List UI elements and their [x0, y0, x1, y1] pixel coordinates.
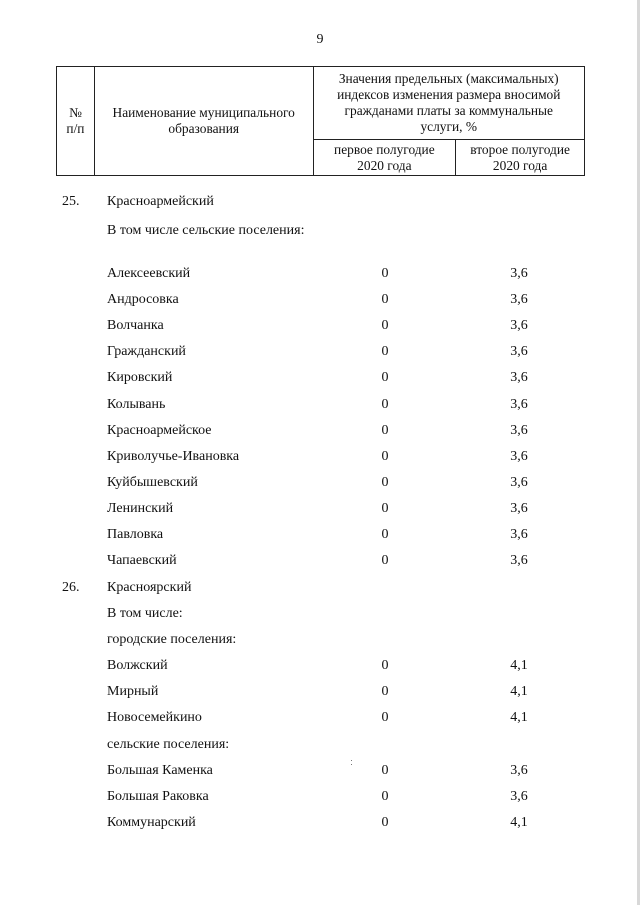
first-half-value: 0 — [381, 292, 389, 308]
first-half-value: 0 — [381, 344, 389, 360]
table-row — [0, 551, 640, 571]
section-number: 26. — [62, 580, 80, 595]
first-half-value: 0 — [381, 266, 389, 281]
table-row — [0, 499, 640, 519]
first-half-value: 0 — [381, 474, 389, 490]
header-number-line1: № — [69, 105, 82, 120]
municipality-name: Новосемейкино — [107, 710, 202, 726]
first-half-value: 0 — [381, 396, 389, 412]
section-name: Красноярский — [107, 580, 192, 595]
first-half-value: 0 — [381, 318, 389, 334]
first-half-value: 0 — [381, 658, 389, 673]
municipality-name: Гражданский — [107, 344, 186, 360]
municipality-name: Ленинский — [107, 500, 174, 516]
section-subtitle: В том числе: — [107, 606, 183, 621]
second-half-value: 3,6 — [510, 370, 528, 386]
scan-speck — [351, 760, 352, 761]
table-row — [0, 525, 640, 545]
municipality-name: Большая Каменка — [107, 763, 213, 778]
table-row — [0, 290, 640, 310]
first-half-value: 0 — [381, 553, 389, 569]
table-row — [0, 473, 640, 493]
table-row — [0, 368, 640, 388]
first-half-value: 0 — [381, 422, 389, 438]
municipality-name: Алексеевский — [107, 266, 191, 281]
header-number-line2: п/п — [66, 121, 85, 136]
second-half-value: 3,6 — [510, 396, 528, 412]
second-half-value: 4,1 — [510, 684, 528, 700]
header-values-line2: индексов изменения размера вносимой — [337, 87, 561, 102]
table-row — [0, 421, 640, 441]
first-half-value: 0 — [381, 763, 389, 778]
header-number-cell — [57, 67, 95, 176]
municipality-name: Колывань — [107, 396, 166, 412]
second-half-value: 3,6 — [510, 500, 528, 516]
second-half-value: 3,6 — [510, 553, 528, 569]
table-row — [0, 395, 640, 415]
group-label-row — [0, 630, 640, 650]
municipality-name: Коммунарский — [107, 815, 196, 831]
second-half-value: 4,1 — [510, 710, 528, 726]
section-row — [0, 192, 640, 212]
table-row — [0, 813, 640, 833]
municipality-name: Красноармейское — [107, 422, 212, 438]
municipality-name: Кировский — [107, 370, 173, 386]
second-half-value: 3,6 — [510, 344, 528, 360]
municipality-name: Павловка — [107, 527, 164, 542]
header-values-line3: гражданами платы за коммунальные — [344, 103, 553, 118]
second-half-value: 3,6 — [510, 527, 528, 542]
group-label-row — [0, 735, 640, 755]
first-half-value: 0 — [381, 527, 389, 542]
table-row — [0, 656, 640, 676]
municipality-name: Криволучье-Ивановка — [107, 448, 240, 464]
header-values-line1: Значения предельных (максимальных) — [338, 71, 559, 86]
page-number: 9 — [316, 32, 324, 47]
table-row — [0, 342, 640, 362]
second-half-value: 3,6 — [510, 789, 528, 805]
header-values-line4: услуги, % — [420, 119, 478, 134]
table-row — [0, 316, 640, 336]
table-row — [0, 787, 640, 807]
first-half-value: 0 — [381, 710, 389, 726]
table-row — [0, 761, 640, 781]
first-half-value: 0 — [381, 684, 389, 700]
urban-group-label: городские поселения: — [107, 632, 237, 647]
header-name-cell — [94, 67, 313, 176]
first-half-value: 0 — [381, 370, 389, 386]
table-header — [56, 66, 585, 176]
subtitle-row — [0, 604, 640, 624]
second-half-value: 3,6 — [510, 292, 528, 308]
scan-speck — [351, 764, 352, 765]
table-row — [0, 447, 640, 467]
second-half-value: 3,6 — [510, 266, 528, 281]
table-row — [0, 708, 640, 728]
second-half-value: 3,6 — [510, 448, 528, 464]
municipality-name: Мирный — [107, 684, 159, 700]
header-name-line2: образования — [168, 121, 240, 136]
table-row — [0, 682, 640, 702]
header-values-cell — [313, 67, 585, 140]
first-half-value: 0 — [381, 500, 389, 516]
municipality-name: Андросовка — [107, 292, 179, 308]
header-first-half-cell — [313, 140, 456, 176]
table-row — [0, 264, 640, 284]
municipality-name: Чапаевский — [107, 553, 177, 569]
header-first-half-line2: 2020 года — [357, 157, 412, 173]
first-half-value: 0 — [381, 789, 389, 805]
section-row — [0, 578, 640, 598]
municipality-name: Куйбышевский — [107, 474, 198, 490]
header-first-half-line1: первое полугодие — [334, 141, 435, 157]
first-half-value: 0 — [381, 815, 389, 831]
section-name: Красноармейский — [107, 194, 214, 209]
second-half-value: 4,1 — [510, 658, 528, 673]
section-subtitle: В том числе сельские поселения: — [107, 223, 305, 238]
header-name-line1: Наименование муниципального — [112, 105, 295, 120]
second-half-value: 3,6 — [510, 474, 528, 490]
header-second-half-line2: 2020 года — [492, 157, 548, 173]
second-half-value: 3,6 — [510, 763, 528, 778]
header-second-half-cell — [456, 140, 585, 176]
municipality-name: Большая Раковка — [107, 789, 209, 805]
second-half-value: 3,6 — [510, 318, 528, 334]
second-half-value: 4,1 — [510, 815, 528, 831]
section-number: 25. — [62, 194, 80, 209]
second-half-value: 3,6 — [510, 422, 528, 438]
rural-group-label: сельские поселения: — [107, 737, 230, 752]
municipality-name: Волжский — [107, 658, 168, 673]
first-half-value: 0 — [381, 448, 389, 464]
municipality-name: Волчанка — [107, 318, 164, 334]
header-second-half-line1: второе полугодие — [470, 141, 570, 157]
